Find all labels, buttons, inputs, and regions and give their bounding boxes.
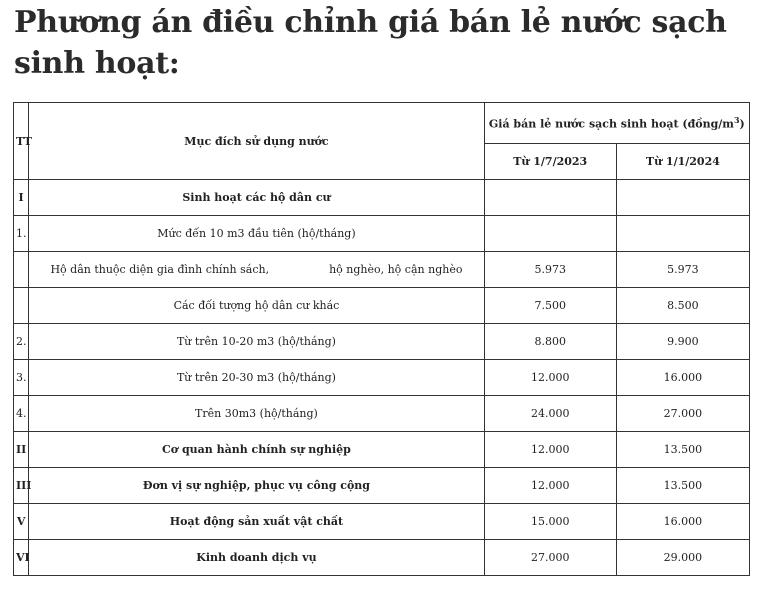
row-purpose: Từ trên 10-20 m3 (hộ/tháng) [29,324,484,360]
header-price-group [484,103,749,144]
row-tt: VI [14,540,29,576]
row-tt: 1. [14,216,29,252]
header-price-tail: ) [739,117,745,131]
row-price-1 [484,216,616,252]
row-price-1: 12.000 [484,468,616,504]
row-purpose: Hoạt động sản xuất vật chất [29,504,484,540]
table-row [14,432,750,468]
row-tt [14,288,29,324]
row-price-2: 9.900 [616,324,749,360]
row-price-1 [484,180,616,216]
row-purpose: Kinh doanh dịch vụ [29,540,484,576]
header-period-1: Từ 1/7/2023 [484,144,616,180]
row-price-2: 16.000 [616,360,749,396]
table-row [14,504,750,540]
row-purpose: Trên 30m3 (hộ/tháng) [29,396,484,432]
row-price-1: 15.000 [484,504,616,540]
row-tt: V [14,504,29,540]
row-price-2: 13.500 [616,432,749,468]
row-purpose: Mức đến 10 m3 đầu tiên (hộ/tháng) [29,216,484,252]
row-purpose-part-b: hộ nghèo, hộ cận nghèo [329,263,463,276]
table-row [14,360,750,396]
table-header-row [14,103,750,144]
table-row [14,216,750,252]
row-tt [14,252,29,288]
table-row [14,468,750,504]
row-tt: I [14,180,29,216]
table-row [14,252,750,288]
header-tt: TT [14,103,29,180]
row-price-1: 12.000 [484,360,616,396]
row-tt: 2. [14,324,29,360]
row-tt: III [14,468,29,504]
row-purpose-part-a: Hộ dân thuộc diện gia đình chính sách, [50,263,270,276]
header-period-2: Từ 1/1/2024 [616,144,749,180]
header-price-text: Giá bán lẻ nước sạch sinh hoạt (đồng/m [488,117,734,131]
table-row [14,540,750,576]
row-purpose: Các đối tượng hộ dân cư khác [29,288,484,324]
row-price-2 [616,180,749,216]
row-purpose: Từ trên 20-30 m3 (hộ/tháng) [29,360,484,396]
header-price-unit-exponent: 3 [733,115,740,126]
table-row [14,396,750,432]
row-price-1: 24.000 [484,396,616,432]
row-price-2: 5.973 [616,252,749,288]
row-price-2: 27.000 [616,396,749,432]
row-purpose: Đơn vị sự nghiệp, phục vụ công cộng [29,468,484,504]
row-price-2: 13.500 [616,468,749,504]
table-row [14,324,750,360]
row-tt: II [14,432,29,468]
row-price-2: 29.000 [616,540,749,576]
header-purpose: Mục đích sử dụng nước [29,103,484,180]
row-price-1: 12.000 [484,432,616,468]
row-price-1: 8.800 [484,324,616,360]
row-price-1: 7.500 [484,288,616,324]
row-tt: 3. [14,360,29,396]
row-price-2 [616,216,749,252]
table-row [14,180,750,216]
price-table [13,102,750,576]
row-price-1: 5.973 [484,252,616,288]
row-purpose: Cơ quan hành chính sự nghiệp [29,432,484,468]
row-price-2: 8.500 [616,288,749,324]
table-row [14,288,750,324]
row-purpose: Sinh hoạt các hộ dân cư [29,180,484,216]
row-tt: 4. [14,396,29,432]
page-title: Phương án điều chỉnh giá bán lẻ nước sạch sinh hoạt: [14,5,727,81]
row-price-2: 16.000 [616,504,749,540]
row-price-1: 27.000 [484,540,616,576]
row-purpose [29,252,484,288]
